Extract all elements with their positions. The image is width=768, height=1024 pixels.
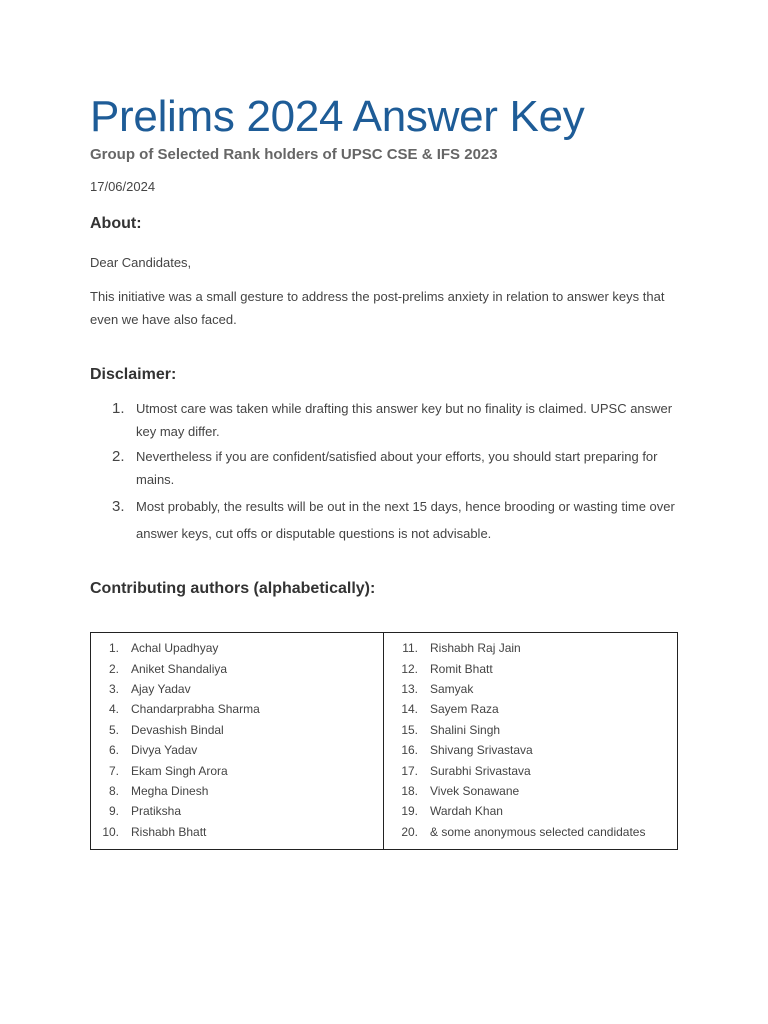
author-row xyxy=(91,720,383,740)
author-number: 2. xyxy=(108,661,119,676)
disclaimer-item-number: 3. xyxy=(112,498,125,515)
author-number: 16. xyxy=(401,743,418,758)
page-title: Prelims 2024 Answer Key xyxy=(90,92,585,141)
authors-heading: Contributing authors (alphabetically): xyxy=(90,580,376,597)
author-name: Divya Yadav xyxy=(131,743,198,758)
author-number: 9. xyxy=(108,804,119,819)
author-row xyxy=(384,638,677,658)
about-heading: About: xyxy=(90,215,142,232)
author-number: 19. xyxy=(401,804,418,819)
author-number: 4. xyxy=(108,702,119,717)
author-row xyxy=(384,760,677,780)
disclaimer-heading: Disclaimer: xyxy=(90,366,177,383)
author-name: Devashish Bindal xyxy=(131,722,224,737)
author-name: Samyak xyxy=(430,681,474,696)
author-number: 18. xyxy=(401,783,418,798)
author-number: 6. xyxy=(108,743,119,758)
author-row xyxy=(91,658,383,678)
authors-column-right xyxy=(384,633,677,849)
author-row xyxy=(384,699,677,719)
disclaimer-item xyxy=(90,397,680,443)
author-row xyxy=(91,801,383,821)
author-name: Chandarprabha Sharma xyxy=(131,702,260,717)
author-number: 1. xyxy=(108,641,119,656)
author-name: Vivek Sonawane xyxy=(430,783,520,798)
disclaimer-item-text: Most probably, the results will be out in the next 15 days, hence brooding or wasting time over answer keys, cut offs or disputable questions is not advisable. xyxy=(136,499,675,541)
page-subtitle: Group of Selected Rank holders of UPSC CSE & IFS 2023 xyxy=(90,146,498,163)
author-name: Shivang Srivastava xyxy=(430,743,533,758)
author-row xyxy=(384,740,677,760)
author-number: 14. xyxy=(401,702,418,717)
author-row xyxy=(91,638,383,658)
author-number: 17. xyxy=(401,763,418,778)
author-row xyxy=(384,679,677,699)
author-number: 12. xyxy=(401,661,418,676)
author-name: & some anonymous selected candidates xyxy=(430,824,646,839)
author-row xyxy=(91,740,383,760)
author-name: Rishabh Bhatt xyxy=(131,824,207,839)
author-row xyxy=(91,781,383,801)
author-number: 11. xyxy=(402,641,418,656)
author-name: Sayem Raza xyxy=(430,702,499,717)
author-name: Wardah Khan xyxy=(430,804,503,819)
author-name: Pratiksha xyxy=(131,804,182,819)
author-row xyxy=(384,822,677,842)
author-name: Achal Upadhyay xyxy=(131,641,219,656)
author-name: Shalini Singh xyxy=(430,722,501,737)
author-number: 20. xyxy=(401,824,418,839)
document-date: 17/06/2024 xyxy=(90,179,156,194)
disclaimer-item-number: 2. xyxy=(112,448,125,465)
author-number: 8. xyxy=(108,783,119,798)
author-name: Aniket Shandaliya xyxy=(131,661,228,676)
author-name: Megha Dinesh xyxy=(131,783,209,798)
author-number: 5. xyxy=(108,722,119,737)
author-name: Surabhi Srivastava xyxy=(430,763,531,778)
author-name: Romit Bhatt xyxy=(430,661,493,676)
author-row xyxy=(384,658,677,678)
author-name: Rishabh Raj Jain xyxy=(430,641,521,656)
about-greeting: Dear Candidates, xyxy=(90,255,192,270)
author-number: 7. xyxy=(108,763,119,778)
author-row xyxy=(91,760,383,780)
author-row xyxy=(91,679,383,699)
disclaimer-item xyxy=(90,445,680,491)
author-row xyxy=(384,801,677,821)
author-number: 13. xyxy=(401,681,418,696)
author-row xyxy=(91,699,383,719)
disclaimer-item-text: Nevertheless if you are confident/satisfied about your efforts, you should start preparing for mains. xyxy=(136,449,658,487)
author-number: 15. xyxy=(401,722,418,737)
disclaimer-item-text: Utmost care was taken while drafting this answer key but no finality is claimed. UPSC answer key may differ. xyxy=(136,401,673,439)
author-row xyxy=(384,720,677,740)
authors-column-left xyxy=(91,633,384,849)
disclaimer-item xyxy=(90,493,680,547)
author-name: Ekam Singh Arora xyxy=(131,763,228,778)
author-row xyxy=(384,781,677,801)
about-body: This initiative was a small gesture to address the post-prelims anxiety in relation to answer keys that even we have also faced. xyxy=(90,289,665,327)
author-name: Ajay Yadav xyxy=(131,681,191,696)
author-row xyxy=(91,822,383,842)
disclaimer-list xyxy=(90,397,680,549)
authors-table xyxy=(90,632,678,850)
disclaimer-item-number: 1. xyxy=(112,400,125,417)
author-number: 10. xyxy=(102,824,119,839)
author-number: 3. xyxy=(108,681,119,696)
